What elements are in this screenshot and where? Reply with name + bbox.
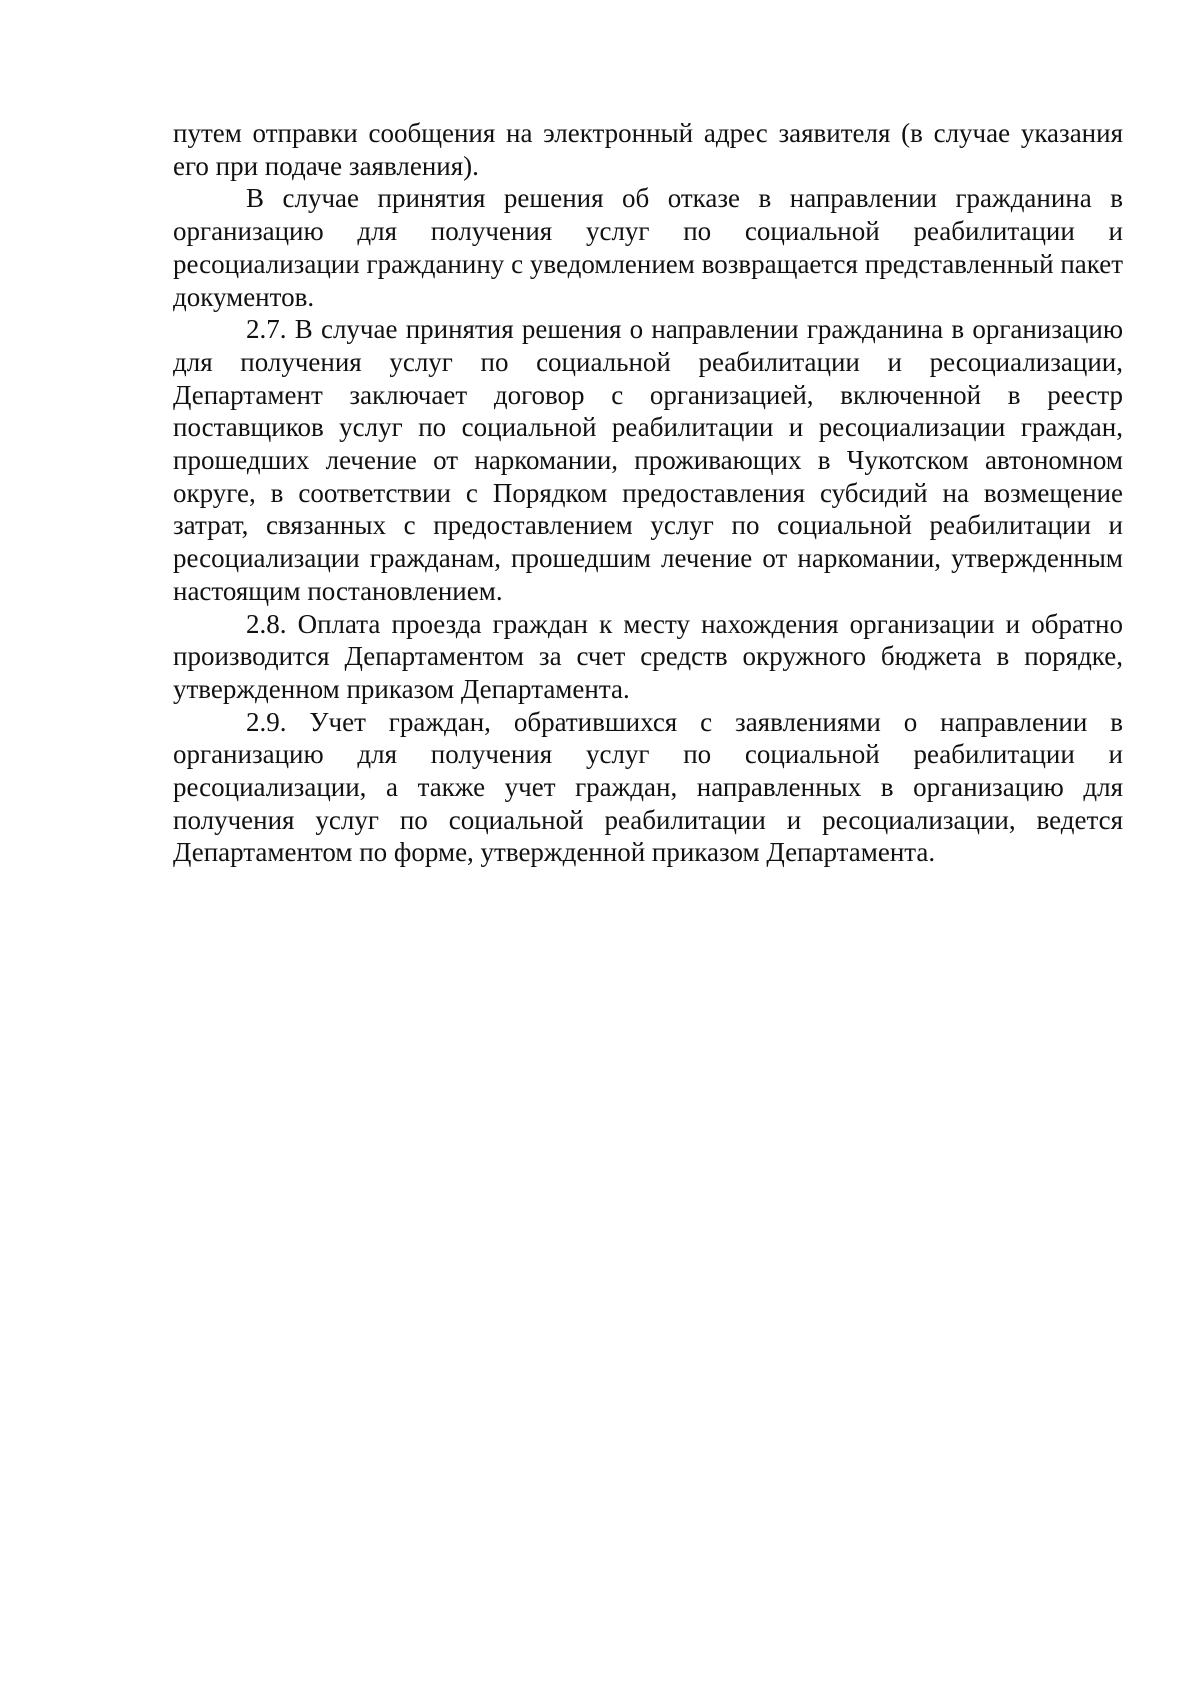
paragraph-continuation: путем отправки сообщения на электронный адрес заявителя (в случае указания его при подаче заявления). — [173, 118, 1123, 181]
paragraph-refusal: В случае принятия решения об отказе в направлении гражданина в организацию для получения услуг по социальной реабилитации и ресоциализации гражданину с уведомлением возвращается представленный пакет документов. — [173, 183, 1123, 312]
paragraph-2-7: 2.7. В случае принятия решения о направлении гражданина в организацию для получения услуг по социальной реабилитации и ресоциализации, Департамент заключает договор с организацией, включенной в реестр поставщиков услуг по социальной реабилитации и ресоциализации граждан, прошедших лечение от наркомании, проживающих в Чукотском автономном округе, в соответствии с Порядком предоставления субсидий на возмещение затрат, связанных с предоставлением услуг по социальной реабилитации и ресоциализации гражданам, прошедшим лечение от наркомании, утвержденным настоящим постановлением. — [173, 314, 1123, 606]
paragraph-2-9: 2.9. Учет граждан, обратившихся с заявлениями о направлении в организацию для получения услуг по социальной реабилитации и ресоциализации, а также учет граждан, направленных в организацию для получения услуг по социальной реабилитации и ресоциализации, ведется Департаментом по форме, утвержденной приказом Департамента. — [173, 706, 1123, 868]
document-page — [173, 117, 1123, 869]
paragraph-2-8: 2.8. Оплата проезда граждан к месту нахождения организации и обратно производится Департаментом за счет средств окружного бюджета в порядке, утвержденном приказом Департамента. — [173, 608, 1123, 704]
